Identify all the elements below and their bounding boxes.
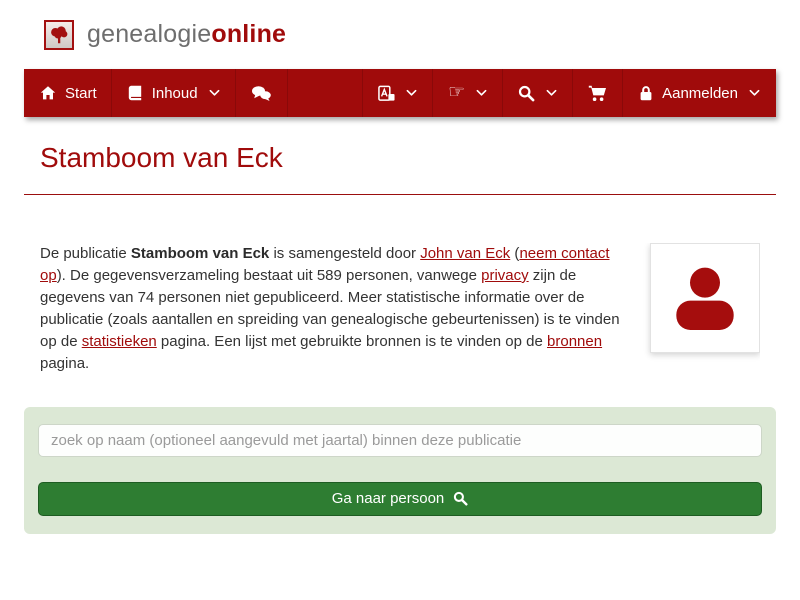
person-icon <box>665 258 745 338</box>
main-content <box>0 143 800 534</box>
nav-inhoud-label: Inhoud <box>151 84 198 102</box>
intro-seg6: pagina. Een lijst met gebruikte bronnen is te vinden op de <box>156 332 548 350</box>
nav-item-messages[interactable] <box>236 69 288 117</box>
tree-icon <box>48 24 70 46</box>
intro-seg1: De publicatie <box>40 244 131 262</box>
lock-icon <box>639 85 653 101</box>
person-search-panel <box>24 407 776 534</box>
intro-seg4: ). De gegevensverzameling bestaat uit 589 personen, vanwege <box>56 266 482 284</box>
site-logo[interactable] <box>44 20 74 50</box>
site-header <box>0 0 800 69</box>
chevron-down-icon <box>406 89 417 97</box>
search-input[interactable] <box>38 424 762 457</box>
brand-wordmark[interactable] <box>87 20 286 49</box>
book-icon <box>127 85 143 101</box>
nav-item-search[interactable] <box>503 69 573 117</box>
brand-gray-part: genealogie <box>87 20 212 48</box>
intro-seg7: pagina. <box>40 354 90 372</box>
contact-link[interactable]: neem contact op <box>40 244 610 284</box>
chevron-down-icon <box>546 89 557 97</box>
main-navbar <box>24 69 776 117</box>
nav-item-language[interactable] <box>363 69 433 117</box>
nav-item-recommend[interactable] <box>433 69 503 117</box>
chevron-down-icon <box>476 89 487 97</box>
chevron-down-icon <box>209 89 220 97</box>
nav-item-shop[interactable] <box>573 69 623 117</box>
language-icon[interactable] <box>378 85 395 102</box>
avatar <box>650 243 760 353</box>
nav-item-login[interactable] <box>623 69 776 117</box>
author-link[interactable]: John van Eck <box>420 244 511 262</box>
hand-pointer-icon[interactable]: ☞ <box>448 81 466 103</box>
nav-login-label: Aanmelden <box>662 84 738 102</box>
statistics-link[interactable]: statistieken <box>81 332 157 350</box>
title-divider <box>24 194 776 195</box>
search-icon[interactable] <box>518 85 535 102</box>
shopping-cart-icon[interactable] <box>588 85 607 102</box>
go-to-person-button[interactable] <box>38 482 762 516</box>
intro-seg2: is samengesteld door <box>269 244 421 262</box>
comments-icon[interactable] <box>251 85 272 102</box>
home-icon <box>40 85 56 101</box>
brand-red-part: online <box>211 20 287 48</box>
nav-item-start[interactable] <box>24 69 112 117</box>
intro-seg3: ( <box>510 244 520 262</box>
search-icon <box>453 491 468 506</box>
publication-intro <box>40 243 760 375</box>
intro-seg5: zijn de gegevens van 74 personen niet gepubliceerd. Meer statistische informatie over de publicatie (zoals aantallen en spreiding van genealogische gebeurtenissen) is te vinden op de <box>40 266 620 350</box>
intro-paragraph <box>40 243 632 375</box>
go-button-label: Ga naar persoon <box>331 490 445 508</box>
privacy-link[interactable]: privacy <box>481 266 529 284</box>
sources-link[interactable]: bronnen <box>547 332 603 350</box>
nav-start-label: Start <box>65 84 97 102</box>
nav-spacer <box>288 69 363 117</box>
nav-item-inhoud[interactable] <box>112 69 236 117</box>
publication-name: Stamboom van Eck <box>130 244 270 262</box>
chevron-down-icon <box>749 89 760 97</box>
page-title: Stamboom van Eck <box>40 142 283 173</box>
